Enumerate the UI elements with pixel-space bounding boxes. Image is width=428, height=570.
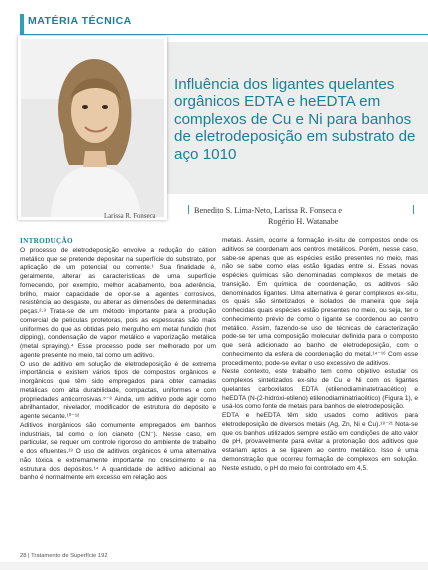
- page-footer: 28 | Tratamento de Superfície 192: [20, 553, 108, 559]
- footer-bar: [0, 562, 428, 570]
- authors-divider-right: [413, 205, 414, 214]
- paragraph: Neste contexto, este trabalho tem como objetivo estudar os complexos sintetizados ex-situ de Cu e Ni com os ligantes quelantes carboxilatos EDTA (etilenodiaminatetraacético) e heEDTA (N-(2-hidróxi-etileno) etilenodiaminatriacético) (Figura 1), e usá-los como fonte de metais para banhos de eletrodeposição.: [222, 368, 418, 411]
- authors-line-1: Benedito S. Lima-Neto, Larissa R. Fonseca e: [194, 206, 343, 215]
- paragraph: EDTA e heEDTA têm sido usados como aditivos para eletrodeposição de diversos metais (Ag, Zn, Ni e Cu).¹⁸⁻²¹ Nota-se que os banhos utilizados sempre estão em condições de alto valor de pH, provavelmente para evitar a protonação dos aditivos que estariam aptos a se ligarem ao centro metálico. Isso é uma demonstração que ocorreu formação de complexos em solução. Neste estudo, o pH do meio foi controlado em 4,5.: [222, 412, 418, 472]
- photo-caption: Larissa R. Fonseca: [104, 213, 156, 220]
- left-column: [20, 237, 216, 483]
- paragraph: O uso de aditivo em solução de eletrodeposição é de extrema importância e existem vários tipos de compostos orgânicos e inorgânicos que têm sido empregados para obter camadas metálicas com alta durabilidade, compactas, uniformes e com propriedades anticorrosivas.⁵⁻⁸ Ainda, um aditivo pode agir como abrilhantador, nivelador, modificador de estrutura do depósito e agente secante.¹⁰⁻¹²: [20, 360, 216, 420]
- authors-divider-left: [188, 205, 189, 214]
- paragraph: Aditivos inorgânicos são comumente empregados em banhos industriais, tal como o íon cianeto (CN⁻). Nesse caso, em particular, se requer um controle rigoroso do ambiente de trabalho e dos efluentes.¹³ O uso de aditivos orgânicos é uma alternativa não tóxica e extremamente importante no crescimento e na estrutura dos depósitos.¹⁴ A quantidade de aditivo adicional ao banho é normalmente em excesso em relação aos: [20, 421, 216, 482]
- introduction-heading: INTRODUÇÃO: [20, 237, 73, 245]
- author-photo: [18, 36, 167, 220]
- paragraph: O processo de eletrodeposição envolve a redução do cátion metálico que se pretende depositar na superfície do substrato, por aplicação de um potencial ou corrente.¹ Sua finalidade é, geralmente, alterar as características de uma superfície fornecendo, por exemplo, melhor acabamento, boa aderência, brilho, maior capacidade de opor-se a agentes corrosivos, resistência ao desgaste, ou alterar as dimensões de determinadas peças.²·³ Trata-se de um método importante para a produção comercial de películas protetoras, pois as espessuras são mais uniformes do que as obtidas pelo mergulho em metal fundido (hot dipping), condensação de vapor metálico e vaporização metálica (metal spraying).⁴ Esse processo pode ser melhorado por um agente presente no meio, tal como um aditivo.: [20, 246, 216, 359]
- article-title: Influência dos ligantes quelantes orgânicos EDTA e heEDTA em complexos de Cu e Ni para banhos de eletrodeposição em substrato de aço 1010: [174, 76, 416, 163]
- authors-line-2: Rogério H. Watanabe: [268, 217, 339, 226]
- author-portrait-image: [21, 39, 164, 217]
- section-accent-rule: [20, 14, 24, 34]
- section-label: MATÉRIA TÉCNICA: [28, 15, 132, 27]
- paragraph: metais. Assim, ocorre a formação in-situ de compostos onde os aditivos se coordenam aos centros metálicos. Porém, nesse caso, sabe-se apenas que as espécies estão presentes no meio, mas não se sabe como elas estão ligadas entre si. Essas novas espécies químicas são denominadas complexos de metais de transição. Em química de coordenação, os aditivos são denominados ligantes. Uma alternativa é gerar complexos ex-situ, os quais são sintetizados e isolados de maneira que seja conhecidas quais espécies estão presentes no meio, ou seja, ter o conhecimento prévio de como o ligante se coordenou ao centro metálico. Assim, fazendo-se uso de técnicas de caracterização pode-se ter uma composição molecular definida para o composto que será adicionado ao banho de eletrodeposição, com o conhecimento da esfera de coordenação do metal.¹⁴⁻¹⁶ Com esse procedimento, pode-se evitar o uso excessivo de aditivos.: [222, 237, 418, 367]
- right-column: [222, 237, 418, 473]
